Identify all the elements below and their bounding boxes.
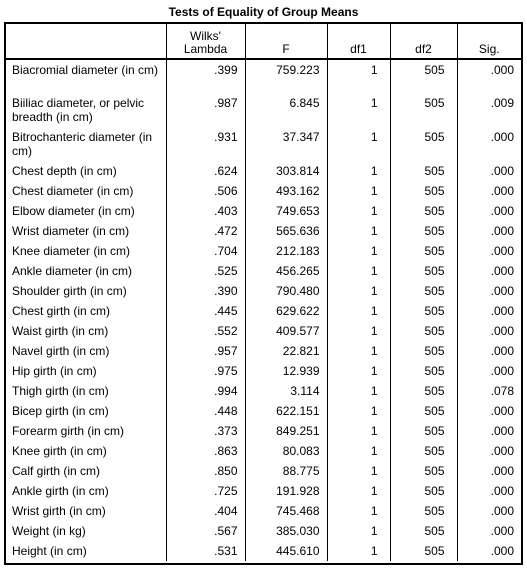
table-row [6,321,521,341]
cell-wilks-lambda: .850 [166,461,245,481]
cell-sig: .000 [457,201,521,221]
cell-f: 12.939 [245,361,327,381]
cell-wilks-lambda: .404 [166,501,245,521]
cell-df1: 1 [327,261,390,281]
cell-f: 849.251 [245,421,327,441]
cell-df1: 1 [327,59,390,93]
row-label: Wrist diameter (in cm) [12,224,130,238]
cell-f: 629.622 [245,301,327,321]
cell-df2: 505 [390,421,457,441]
row-label: Weight (in kg) [12,524,86,538]
cell-df1: 1 [327,281,390,301]
row-label: Chest diameter (in cm) [12,184,134,198]
header-df1: df1 [327,24,390,59]
cell-df1: 1 [327,481,390,501]
cell-wilks-lambda: .506 [166,181,245,201]
header-df2: df2 [390,24,457,59]
table-row [6,221,521,241]
cell-df2: 505 [390,481,457,501]
row-label: Biiliac diameter, or pelvic breadth (in cm) [12,96,145,124]
cell-df1: 1 [327,521,390,541]
cell-df1: 1 [327,201,390,221]
cell-wilks-lambda: .373 [166,421,245,441]
table-row [6,441,521,461]
cell-wilks-lambda: .390 [166,281,245,301]
cell-sig: .000 [457,541,521,561]
row-label: Height (in cm) [12,544,87,558]
row-label: Shoulder girth (in cm) [12,284,127,298]
cell-wilks-lambda: .531 [166,541,245,561]
cell-wilks-lambda: .399 [166,59,245,93]
cell-wilks-lambda: .403 [166,201,245,221]
cell-f: 37.347 [245,127,327,161]
cell-wilks-lambda: .987 [166,93,245,127]
cell-df2: 505 [390,521,457,541]
cell-df2: 505 [390,441,457,461]
results-table [6,24,521,561]
cell-f: 409.577 [245,321,327,341]
header-wilks-line1: Wilks' [190,29,221,43]
cell-df2: 505 [390,381,457,401]
cell-df2: 505 [390,361,457,381]
row-label: Biacromial diameter (in cm) [12,63,159,77]
cell-wilks-lambda: .725 [166,481,245,501]
cell-sig: .000 [457,361,521,381]
cell-sig: .000 [457,521,521,541]
header-row-label [6,24,166,59]
table-row [6,161,521,181]
cell-sig: .000 [457,481,521,501]
row-label: Hip girth (in cm) [12,364,97,378]
cell-f: 212.183 [245,241,327,261]
table-row [6,93,521,127]
table-body [6,59,521,561]
cell-sig: .000 [457,241,521,261]
cell-wilks-lambda: .445 [166,301,245,321]
cell-df2: 505 [390,281,457,301]
table-row [6,381,521,401]
cell-df1: 1 [327,321,390,341]
cell-df1: 1 [327,381,390,401]
cell-sig: .000 [457,221,521,241]
cell-sig: .000 [457,261,521,281]
cell-wilks-lambda: .624 [166,161,245,181]
cell-df2: 505 [390,301,457,321]
cell-df1: 1 [327,361,390,381]
cell-df2: 505 [390,241,457,261]
cell-sig: .000 [457,461,521,481]
cell-wilks-lambda: .931 [166,127,245,161]
cell-df1: 1 [327,241,390,261]
table-row [6,401,521,421]
cell-wilks-lambda: .957 [166,341,245,361]
cell-sig: .078 [457,381,521,401]
cell-sig: .000 [457,401,521,421]
cell-df1: 1 [327,221,390,241]
table-row [6,501,521,521]
cell-df2: 505 [390,181,457,201]
row-label: Waist girth (in cm) [12,324,109,338]
cell-f: 622.151 [245,401,327,421]
table-row [6,281,521,301]
cell-df2: 505 [390,261,457,281]
row-label: Bitrochanteric diameter (in cm) [12,130,153,158]
cell-sig: .000 [457,161,521,181]
cell-wilks-lambda: .567 [166,521,245,541]
cell-f: 88.775 [245,461,327,481]
table-row [6,481,521,501]
cell-sig: .000 [457,127,521,161]
row-label: Ankle girth (in cm) [12,484,109,498]
cell-sig: .000 [457,281,521,301]
cell-df1: 1 [327,461,390,481]
row-label: Chest depth (in cm) [12,164,117,178]
cell-f: 191.928 [245,481,327,501]
cell-f: 3.114 [245,381,327,401]
cell-df1: 1 [327,441,390,461]
cell-sig: .000 [457,59,521,93]
table-row [6,341,521,361]
header-sig: Sig. [457,24,521,59]
cell-f: 456.265 [245,261,327,281]
cell-f: 22.821 [245,341,327,361]
row-label: Bicep girth (in cm) [12,404,109,418]
row-label: Knee girth (in cm) [12,444,107,458]
cell-sig: .000 [457,301,521,321]
row-label: Ankle diameter (in cm) [12,264,133,278]
cell-wilks-lambda: .994 [166,381,245,401]
table-row [6,201,521,221]
cell-f: 493.162 [245,181,327,201]
cell-sig: .000 [457,181,521,201]
cell-sig: .000 [457,421,521,441]
header-row [6,24,521,59]
cell-df1: 1 [327,93,390,127]
table-row [6,59,521,93]
cell-wilks-lambda: .472 [166,221,245,241]
cell-df2: 505 [390,461,457,481]
cell-f: 80.083 [245,441,327,461]
table-title: Tests of Equality of Group Means [168,5,359,19]
table-row [6,241,521,261]
cell-df2: 505 [390,127,457,161]
cell-df1: 1 [327,181,390,201]
cell-wilks-lambda: .525 [166,261,245,281]
cell-sig: .009 [457,93,521,127]
table-row [6,261,521,281]
row-label: Thigh girth (in cm) [12,384,109,398]
cell-df1: 1 [327,301,390,321]
cell-wilks-lambda: .448 [166,401,245,421]
cell-f: 445.610 [245,541,327,561]
cell-df1: 1 [327,161,390,181]
cell-df1: 1 [327,421,390,441]
row-label: Elbow diameter (in cm) [12,204,135,218]
cell-wilks-lambda: .975 [166,361,245,381]
cell-sig: .000 [457,441,521,461]
cell-df2: 505 [390,161,457,181]
header-wilks-line2: Lambda [183,42,228,56]
cell-wilks-lambda: .863 [166,441,245,461]
cell-df1: 1 [327,401,390,421]
cell-df2: 505 [390,59,457,93]
row-label: Calf girth (in cm) [12,464,101,478]
cell-df2: 505 [390,93,457,127]
table-row [6,361,521,381]
cell-wilks-lambda: .704 [166,241,245,261]
table-row [6,521,521,541]
cell-df2: 505 [390,501,457,521]
row-label: Knee diameter (in cm) [12,244,131,258]
cell-sig: .000 [457,501,521,521]
cell-sig: .000 [457,321,521,341]
cell-f: 790.480 [245,281,327,301]
header-f: F [245,24,327,59]
table-row [6,127,521,161]
cell-sig: .000 [457,341,521,361]
table-row [6,461,521,481]
cell-df2: 505 [390,321,457,341]
table-row [6,301,521,321]
cell-df2: 505 [390,401,457,421]
cell-wilks-lambda: .552 [166,321,245,341]
cell-f: 6.845 [245,93,327,127]
row-label: Wrist girth (in cm) [12,504,106,518]
header-wilks-lambda [166,24,245,59]
row-label: Navel girth (in cm) [12,344,110,358]
table-row [6,181,521,201]
cell-f: 745.468 [245,501,327,521]
cell-f: 385.030 [245,521,327,541]
cell-df2: 505 [390,221,457,241]
cell-f: 565.636 [245,221,327,241]
cell-df2: 505 [390,201,457,221]
cell-f: 759.223 [245,59,327,93]
row-label: Forearm girth (in cm) [12,424,125,438]
cell-f: 303.814 [245,161,327,181]
table-row [6,421,521,441]
cell-df2: 505 [390,541,457,561]
row-label: Chest girth (in cm) [12,304,111,318]
cell-df1: 1 [327,501,390,521]
cell-f: 749.653 [245,201,327,221]
group-means-table[interactable] [4,22,523,565]
cell-df1: 1 [327,341,390,361]
cell-df1: 1 [327,541,390,561]
table-row [6,541,521,561]
cell-df2: 505 [390,341,457,361]
cell-df1: 1 [327,127,390,161]
